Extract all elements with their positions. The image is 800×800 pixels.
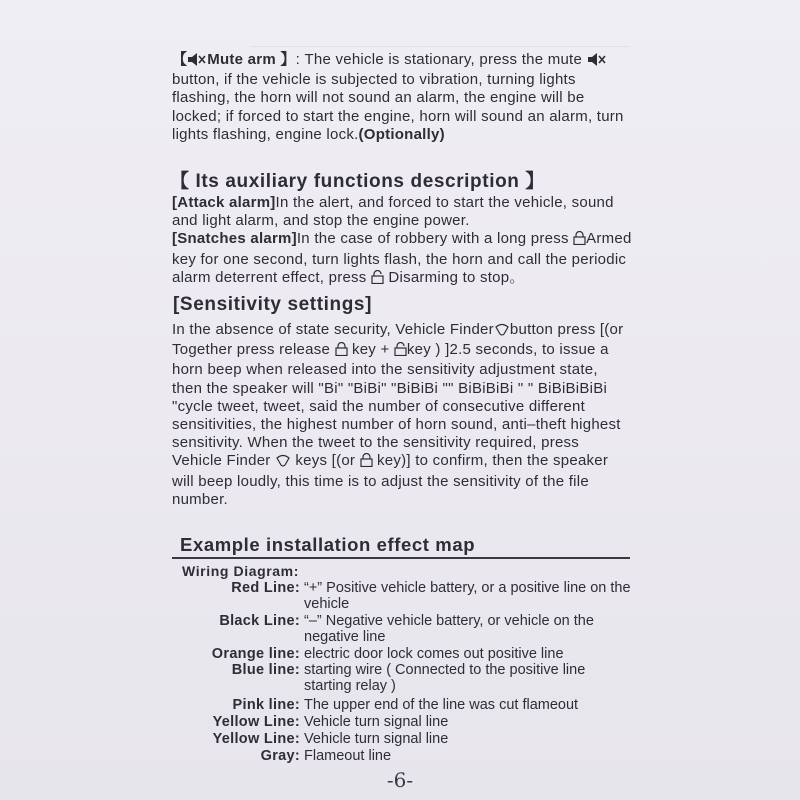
wiring-row	[150, 580, 640, 612]
wiring-row	[150, 748, 640, 764]
unlock-icon	[371, 270, 384, 289]
sensitivity-section	[172, 321, 632, 509]
snatches-alarm-text-b: Armed key for one second, turn lights flash, the horn and call the periodic alarm deterrent effect, press	[172, 230, 632, 286]
snatches-alarm-label: [Snatches alarm]	[172, 230, 297, 248]
sensitivity-text-4: key ) ]2.5 seconds, to issue a horn beep when released into the sensitivity adjustment state, then the speaker will "Bi" "BiBi" "BiBiBi "" BiBiBiBi " " BiBiBiBiBi "cycle tweet, tweet, said the number of consecutive different sensitivities, the highest number of horn sound, anti–theft highest sensitivity. When the tweet to the sensitivity required, press Vehicle Finder	[172, 341, 621, 470]
sensitivity-text-3: key +	[351, 341, 390, 359]
bracket-close: 】	[280, 51, 296, 68]
finder-icon	[275, 454, 291, 472]
snatches-alarm-text-c: Disarming to stop。	[388, 268, 525, 286]
attack-alarm-text: In the alert, and forced to start the vehicle, sound and light alarm, and stop the engine power.	[172, 194, 614, 230]
aux-functions-heading: 【 Its auxiliary functions description 】	[170, 171, 545, 192]
snatches-alarm-paragraph	[172, 230, 632, 289]
mute-arm-text-a: : The vehicle is stationary, press the mute	[295, 51, 583, 68]
bracket-open: 【	[172, 51, 188, 68]
wiring-label: Red Line:	[231, 580, 300, 596]
wiring-diagram-title: Wiring Diagram:	[182, 563, 299, 579]
wiring-row	[150, 731, 640, 747]
wiring-row	[150, 662, 640, 694]
wiring-label: Gray:	[260, 748, 300, 764]
wiring-row	[150, 697, 640, 713]
wiring-label: Yellow Line:	[212, 731, 300, 747]
attack-alarm-paragraph	[172, 194, 632, 230]
mute-icon	[587, 53, 607, 71]
lock-icon	[335, 342, 348, 361]
wiring-row	[150, 613, 640, 645]
wiring-description: Vehicle turn signal line	[304, 714, 449, 730]
mute-arm-paragraph	[172, 51, 632, 144]
wiring-description: Vehicle turn signal line	[304, 731, 449, 747]
heading-divider	[172, 557, 630, 559]
lock-icon	[573, 231, 586, 250]
mute-icon	[187, 53, 207, 71]
wiring-description: electric door lock comes out positive line	[304, 646, 564, 662]
mute-arm-section	[172, 51, 632, 144]
sensitivity-text-5: keys [(or	[295, 452, 356, 470]
sensitivity-text-6: key)] to confirm, then the speaker will beep loudly, this time is to adjust the sensitivity of the file number.	[172, 452, 609, 508]
mute-arm-text-b: button, if the vehicle is subjected to vibration, turning lights flashing, the horn will not sound an alarm, the engine will be locked; if forced to start the engine, horn will sound an alarm, turn lights flashing, engine lock.	[172, 71, 624, 143]
alarm-section	[172, 194, 632, 289]
wiring-label: Black Line:	[219, 613, 300, 629]
snatches-alarm-text-a: In the case of robbery with a long press	[296, 230, 569, 248]
attack-alarm-label: [Attack alarm]	[172, 194, 276, 211]
wiring-description: The upper end of the line was cut flameout	[304, 697, 579, 713]
bleed-through-text	[250, 22, 630, 47]
sensitivity-text-1: In the absence of state security, Vehicle Finder	[172, 321, 494, 338]
mute-arm-label: Mute arm	[207, 51, 276, 68]
page-number: -6-	[386, 768, 414, 792]
wiring-label: Orange line:	[211, 646, 300, 662]
sensitivity-paragraph	[172, 321, 632, 509]
sensitivity-text-2: button press [(or Together press release	[172, 321, 624, 359]
sensitivity-heading: [Sensitivity settings]	[173, 294, 373, 315]
wiring-label: Yellow Line:	[212, 714, 300, 730]
wiring-label: Pink line:	[232, 697, 300, 713]
wiring-description: Flameout line	[304, 748, 392, 764]
lock-icon	[360, 453, 373, 472]
wiring-description: starting wire ( Connected to the positive line starting relay )	[304, 662, 586, 694]
wiring-row	[150, 714, 640, 730]
wiring-description: “+” Positive vehicle battery, or a positive line on the vehicle	[304, 580, 631, 612]
optional-note: (Optionally)	[358, 125, 445, 143]
example-installation-heading: Example installation effect map	[180, 534, 476, 555]
wiring-row	[150, 646, 640, 662]
wiring-label: Blue line:	[231, 662, 300, 678]
unlock-icon	[394, 342, 407, 361]
finder-icon	[494, 323, 510, 341]
wiring-description: “–” Negative vehicle battery, or vehicle on the negative line	[304, 613, 594, 645]
